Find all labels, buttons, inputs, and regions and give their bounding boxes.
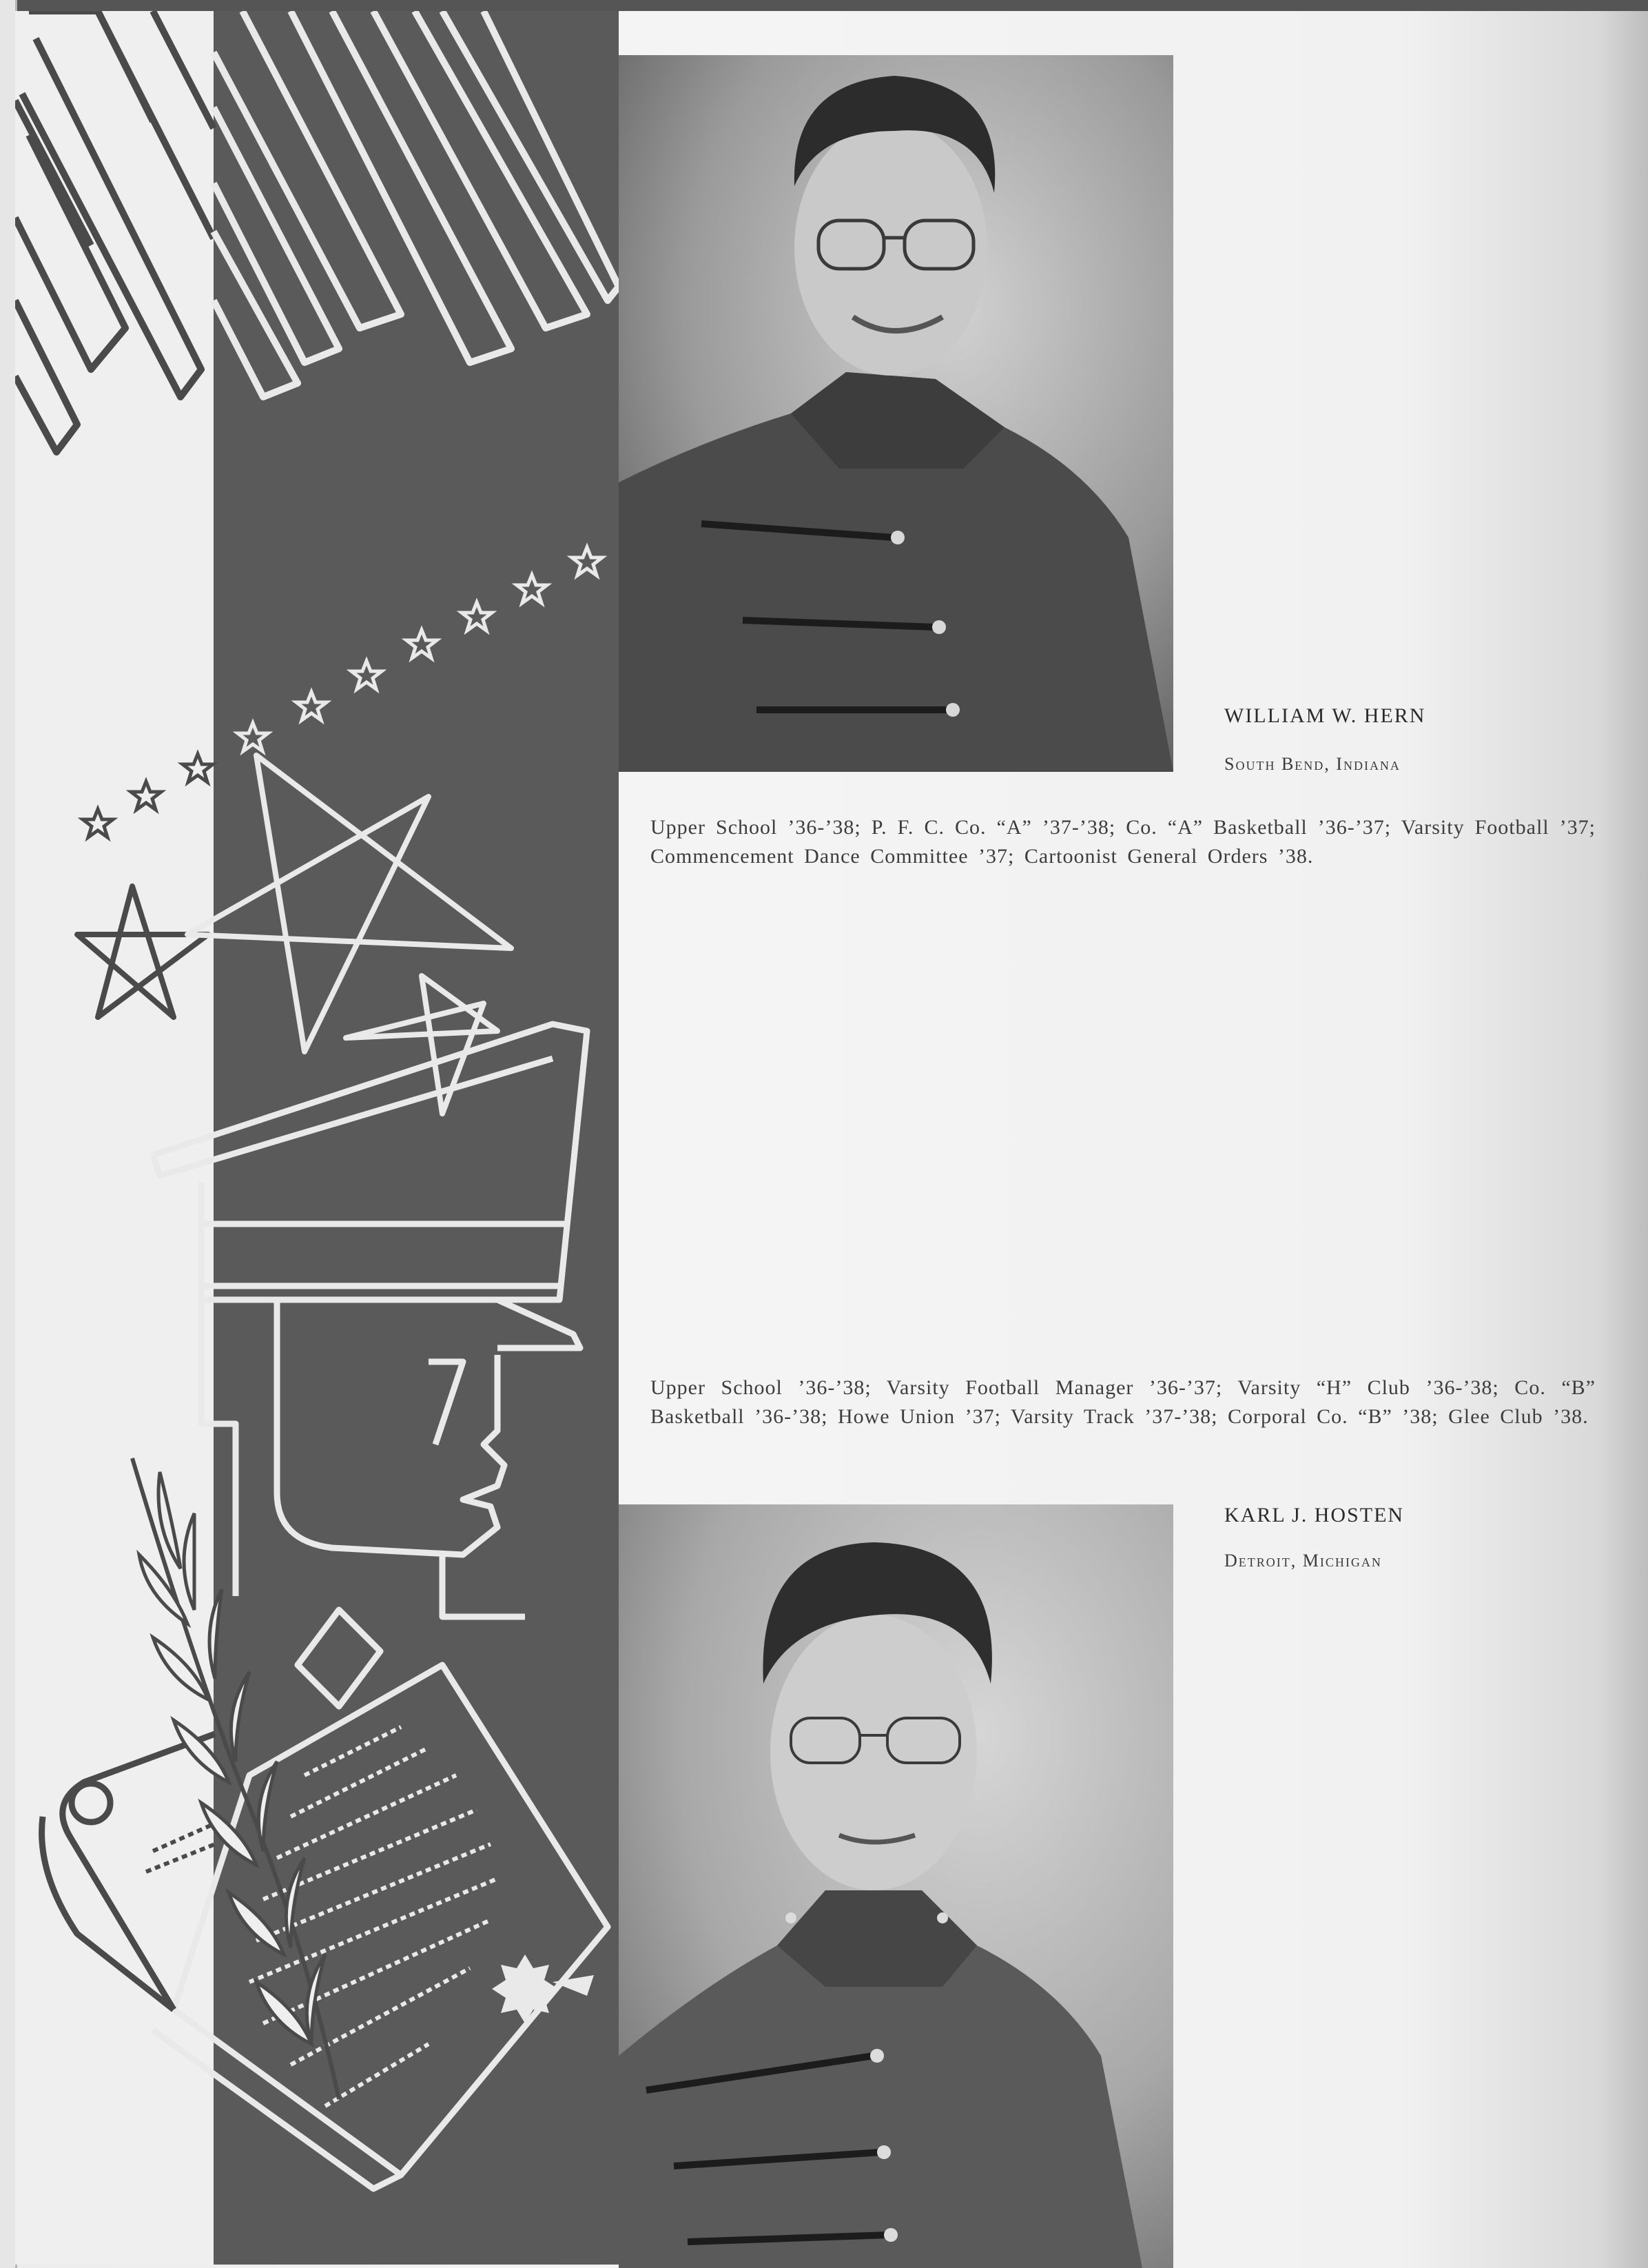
student-activities: Upper School ’36-’38; Varsity Football Manager ’36-’37; Varsity “H” Club ’36-’38; Co. “B” Basketball ’36-’38; Howe Union ’37; Varsity Track ’37-’38; Corporal Co. “B” ’38; Glee Club ’38. [650, 1376, 1596, 1428]
student-name: KARL J. HOSTEN [1224, 1504, 1405, 1526]
portrait-photo-hosten [619, 1504, 1173, 2268]
student-name: WILLIAM W. HERN [1224, 704, 1426, 727]
page-top-edge [0, 0, 1648, 11]
student-hometown: South Bend, Indiana [1224, 754, 1401, 774]
cadet-illustration [15, 11, 619, 2265]
student-hometown: Detroit, Michigan [1224, 1551, 1382, 1571]
student-activities: Upper School ’36-’38; P. F. C. Co. “A” ’37-’38; Co. “A” Basketball ’36-’37; Varsity Football ’37; Commencement Dance Committee ’37; Cartoonist General Orders ’38. [650, 816, 1596, 868]
portrait-photo-hern [619, 55, 1173, 772]
